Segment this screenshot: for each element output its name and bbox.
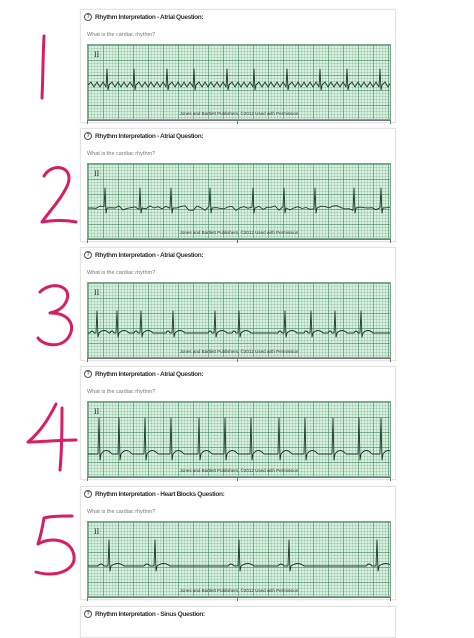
ecg-trace-1 — [88, 45, 390, 119]
card-title: Rhythm Interpretation - Atrial Question: — [95, 370, 204, 378]
handwritten-numeral-4 — [22, 398, 86, 478]
handwritten-numeral-5 — [22, 508, 86, 588]
credit-text: Jones and Bartlett Publishers, ©2012 Used with Permission — [179, 111, 299, 116]
card-header — [84, 488, 224, 500]
card-title: Rhythm Interpretation - Atrial Question: — [95, 13, 204, 21]
card-header — [84, 11, 203, 23]
question-text: What is the cardiac rhythm? — [87, 389, 156, 395]
lead-label: II — [94, 288, 100, 297]
question-icon: ? — [84, 13, 92, 21]
credit-text: Jones and Bartlett Publishers, ©2012 Used with Permission — [179, 468, 299, 473]
question-text: What is the cardiac rhythm? — [87, 509, 156, 515]
ecg-strip — [87, 44, 391, 120]
numeral-5-drawing — [22, 508, 86, 588]
question-card-5 — [80, 486, 396, 600]
question-card-1 — [80, 9, 396, 123]
ecg-waveform — [88, 540, 390, 571]
strip-scale — [87, 477, 391, 482]
ecg-waveform — [88, 311, 390, 337]
ecg-strip — [87, 282, 391, 358]
strip-scale — [87, 239, 391, 244]
ecg-trace-3 — [88, 283, 390, 357]
numeral-1-drawing — [22, 30, 86, 110]
ecg-waveform — [88, 418, 390, 460]
question-card-6 — [80, 606, 396, 638]
question-card-3 — [80, 247, 396, 361]
question-text: What is the cardiac rhythm? — [87, 151, 156, 157]
question-text: What is the cardiac rhythm? — [87, 270, 156, 276]
ecg-trace-4 — [88, 402, 390, 476]
ecg-trace-2 — [88, 164, 390, 238]
question-icon: ? — [84, 132, 92, 140]
ecg-waveform — [88, 188, 390, 213]
card-header — [84, 368, 203, 380]
question-icon: ? — [84, 610, 92, 618]
card-title: Rhythm Interpretation - Sinus Question: — [95, 610, 205, 618]
question-card-4 — [80, 366, 396, 480]
ecg-waveform — [88, 69, 390, 90]
lead-label: II — [94, 527, 100, 536]
numeral-3-drawing — [22, 280, 86, 360]
lead-label: II — [94, 50, 100, 59]
credit-text: Jones and Bartlett Publishers, ©2012 Used with Permission — [179, 588, 299, 593]
question-text: What is the cardiac rhythm? — [87, 32, 156, 38]
ecg-strip — [87, 163, 391, 239]
ecg-strip — [87, 401, 391, 477]
card-header — [84, 249, 203, 261]
numeral-2-drawing — [22, 160, 86, 240]
ecg-trace-5 — [88, 522, 390, 596]
ecg-strip — [87, 521, 391, 597]
question-card-2 — [80, 128, 396, 242]
lead-label: II — [94, 407, 100, 416]
strip-scale — [87, 358, 391, 363]
handwritten-numeral-3 — [22, 280, 86, 360]
card-header — [84, 608, 205, 620]
strip-scale — [87, 120, 391, 125]
card-title: Rhythm Interpretation - Atrial Question: — [95, 251, 204, 259]
handwritten-numeral-1 — [22, 30, 86, 110]
credit-text: Jones and Bartlett Publishers, ©2012 Used with Permission — [179, 230, 299, 235]
card-title: Rhythm Interpretation - Heart Blocks Question: — [95, 490, 225, 498]
question-icon: ? — [84, 251, 92, 259]
lead-label: II — [94, 169, 100, 178]
question-icon: ? — [84, 490, 92, 498]
numeral-4-drawing — [22, 398, 86, 478]
question-icon: ? — [84, 370, 92, 378]
card-header — [84, 130, 203, 142]
strip-scale — [87, 597, 391, 602]
card-title: Rhythm Interpretation - Atrial Question: — [95, 132, 204, 140]
credit-text: Jones and Bartlett Publishers, ©2012 Used with Permission — [179, 349, 299, 354]
handwritten-numeral-2 — [22, 160, 86, 240]
